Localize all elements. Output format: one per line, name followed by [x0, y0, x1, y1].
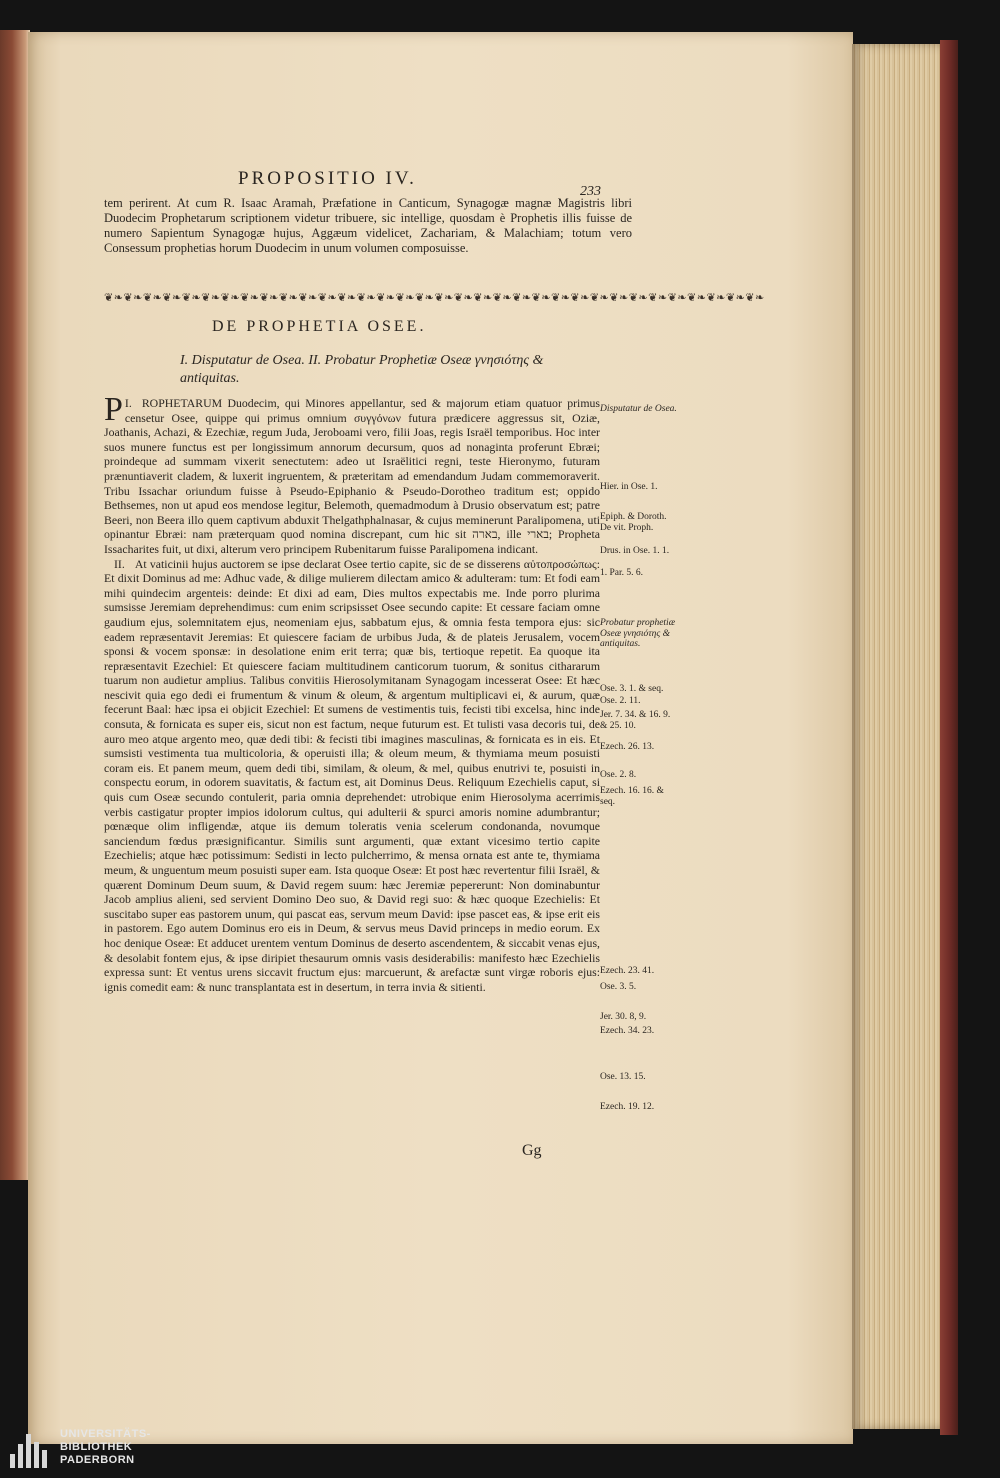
section-subtitle: I. Disputatur de Osea. II. Probatur Prophetiæ Oseæ γνησιότης & antiquitas.: [180, 353, 544, 386]
body-text: [104, 391, 600, 994]
paragraph-text: ROPHETARUM Duodecim, qui Minores appellantur, sed & majorum etiam quatuor primus censetur Osee, quippe qui primus omnium συγγόνων futura prædicere aggressus sit, Oziæ, Joathanis, Achazi, & Ezechiæ, regum Juda, Jeroboami vero, filii Joas, regis Israël temporibus. Hoc inter suos munere functus est per longissimum annorum decursum, quos ad nonaginta proferunt Ebræi; proindeque ad summam vixerit senectutem: adeo ut Israëlitici regni, teste Hieronymo, futuram prænuntiaverit cladem, & luxerit ingruentem, & præteritam ad emendandum Judam commemoraverit. Tribu Issachar oriundum fuisse à Pseudo-Epiphanio & Pseudo-Dorotheo traditum est; oppido Bethsemes, non ut apud eos mendose legitur, Belemoth, quemadmodum à Drusio observatum est; patre Beeri, non Beera illo quem captivum abduxit Thelgathphalnasar, & cujus meminerunt Paralipomena, uti opinantur Ebræi: nam præterquam quod nomina discrepant, cum hic sit בארה, ille בארי; Propheta Issacharites fuit, ut dixi, alterum vero principem Rubenitarum fuisse Paralipomena indicant.: [104, 396, 600, 556]
section-title: DE PROPHETIA OSEE.: [212, 318, 427, 335]
margin-note: Epiph. & Doroth. De vit. Proph.: [600, 512, 667, 533]
logo-line: PADERBORN: [60, 1454, 135, 1466]
margin-note: Ose. 2. 8.: [600, 770, 637, 780]
margin-note: Ezech. 26. 13.: [600, 742, 655, 752]
logo-line: UNIVERSITÄTS-: [60, 1428, 151, 1440]
margin-note: Disputatur de Osea.: [600, 404, 677, 414]
paragraph-1: [104, 391, 600, 557]
paragraph-number: II.: [114, 556, 125, 571]
margin-note: Jer. 7. 34. & 16. 9. & 25. 10.: [600, 710, 671, 731]
book-cover-edge: [940, 40, 958, 1435]
page-block-edges: [852, 44, 945, 1429]
margin-note: Hier. in Ose. 1.: [600, 482, 658, 492]
margin-note: 1. Par. 5. 6.: [600, 568, 644, 578]
margin-note: Ezech. 23. 41.: [600, 966, 655, 976]
logo-line: BIBLIOTHEK: [60, 1441, 133, 1453]
margin-note: Jer. 30. 8, 9.: [600, 1012, 647, 1022]
paragraph-number: I.: [124, 396, 132, 410]
library-logo-icon: [10, 1430, 48, 1468]
page-number: 233: [580, 184, 601, 199]
library-logo: [10, 1428, 150, 1472]
running-title: PROPOSITIO IV.: [238, 168, 417, 189]
library-logo-text: [60, 1428, 151, 1467]
paragraph-text: At vaticinii hujus auctorem se ipse declarat Osee tertio capite, sic de se disserens αὐτοπροσώπως: Et dixit Dominus ad me: Adhuc vade, & dilige mulierem dilectam amico & adulteram: tum: Et fodi eam mihi quindecim argenteis: deinde: Et dixi ad eam, Dies multos expectabis me. Inde porro plurima sumsisse Jeremiam deprehendimus: cum enim scripsisset Osee secundo capite: Et cessare faciam omne gaudium ejus, solemnitatem ejus, neomeniam ejus, sabbatum ejus, & omnia festa tempora ejus: sic eadem repræsentavit Jeremias: Et quiescere faciam de urbibus Juda, & de plateis Jerusalem, vocem sponsi & vocem sponsæ: in desolatione enim erit terra; quæ bis, tertioque repetit. Ea quoque ita repræsentavit Ezechiel: Et quiescere faciam multitudinem canticorum tuorum, & sonitus cithararum tuarum non audietur amplius. Talibus convitiis Hierosolymitanam Synagogam incesserat Osee: Et hæc nescivit quia ego dedi ei frumentum & vinum & oleum, & argentum multiplicavi ei, & aurum, quæ fecerunt Baal: hæc ipsa ei objicit Ezechiel: Et sumens de vestimentis tuis, fecisti tibi excelsa, hinc inde consuta, & fornicata es super eis, sicut non est factum, neque futurum est. Et tulisti vasa decoris tui, de auro meo atque argento meo, quæ dedi tibi: & fecisti tibi imagines masculinas, & fornicata es in eis. Et sumsisti vestimenta tua multicoloria, & operuisti illa; & oleum meum, & thymiama meum posuisti coram eis. Et panem meum, quem dedi tibi, similam, & oleum, & mel, quibus enutrivi te, posuisti in conspectu eorum, in odorem suavitatis, & factum est, ait Dominus Deus. Reliquum Ezechielis caput, si quis cum Oseæ secundo contulerit, paria omnia deprehendet: utrobique enim Hierosolyma acerrimis verbis castigatur propter impios idolorum cultus, qui adulterii & spurci amoris nomine adumbrantur; pœnæque olim infligendæ, atque iis demum toleratis venia scelerum condonanda, novumque sanciendum fœdus præsignificantur. Similis sunt argumenti, quæ extant vicesimo tertio capite Ezechielis; atque hæc potissimum: Sedisti in lecto pulcherrimo, & mensa ornata est ante te, thymiama meum, & unguentum meum posuisti super eam. Ista quoque Oseæ: Et post hæc revertentur filii Israël, & quærent Dominum Deum suum, & David regem suum: hæc Jeremiæ pepererunt: Non dominabuntur Jacob amplius alieni, sed servient Domino Deo suo, & David regi suo: & hæc quoque Ezechielis: Et suscitabo super eas pastorem unum, qui pascat eas, servum meum David: ipse pascet eas, & ipse erit eis in pastorem. Ego autem Dominus ero eis in Deum, & servus meus David princeps in medio eorum. Ex hoc denique Oseæ: Et adducet urentem ventum Dominus de deserto ascendentem, & siccabit venas ejus, & desolabit fontem ejus, & ipse diripiet thesaurum omnis vasis desiderabilis: manifesto hæc Ezechielis expressa sunt: Et ventus urens siccavit fructum ejus: marcuerunt, & arefactæ sunt virgæ roboris ejus: ignis comedit eam: & nunc transplantata est in desertum, in terra invia & sitienti.: [104, 556, 600, 994]
catchword: Gg: [522, 1142, 542, 1159]
margin-note: Drus. in Ose. 1. 1.: [600, 546, 670, 556]
intro-paragraph: tem perirent. At cum R. Isaac Aramah, Præfatione in Canticum, Synagogæ magnæ Magistris libri Duodecim Prophetarum scriptionem videtur tribuere, sic intellige, quosdam è Prophetis illis fuisse de numero Sapientum Synagogæ hujus, Aggæum videlicet, Zachariam, & Malachiam; totum vero Consessum prophetias horum Duodecim in unum volumen composuisse.: [104, 196, 632, 255]
margin-note: Probatur prophetiæ Oseæ γνησιότης & antiquitas.: [600, 618, 676, 649]
margin-note: Ose. 13. 15.: [600, 1072, 646, 1082]
margin-note: Ezech. 19. 12.: [600, 1102, 655, 1112]
margin-note: Ose. 3. 5.: [600, 982, 637, 992]
margin-note: Ose. 2. 11.: [600, 696, 641, 706]
margin-note: Ose. 3. 1. & seq.: [600, 684, 664, 694]
margin-note: Ezech. 16. 16. & seq.: [600, 786, 664, 807]
ornamental-rule: ❦❧❦❧❦❧❦❧❦❧❦❧❦❧❦❧❦❧❦❧❦❧❦❧❦❧❦❧❦❧❦❧❦❧❦❧❦❧❦❧❦❧❦❧❦❧❦❧❦❧❦❧❦❧❦❧❦❧❦❧❦❧❦❧❦❧❦❧: [104, 292, 765, 304]
left-page-edge: [0, 30, 30, 1180]
paragraph-2: [104, 557, 600, 995]
margin-note: Ezech. 34. 23.: [600, 1026, 655, 1036]
drop-capital: P: [104, 391, 123, 428]
